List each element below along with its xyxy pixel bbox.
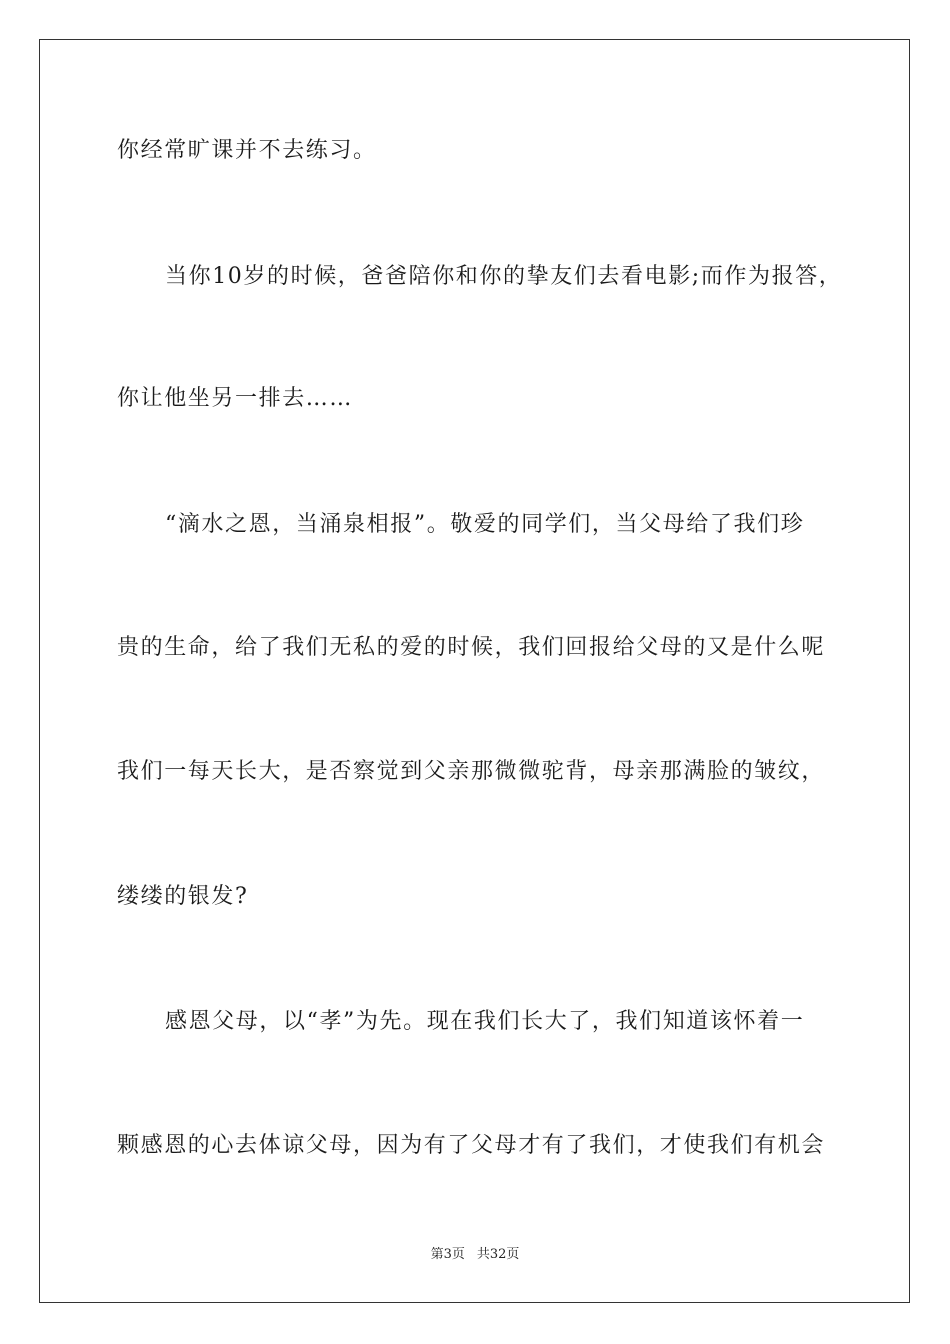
page-footer [0, 1247, 950, 1263]
text-line: 贵的生命，给了我们无私的爱的时候，我们回报给父母的又是什么呢 [117, 635, 826, 660]
text-line: 你经常旷课并不去练习。 [117, 138, 377, 163]
text-line: 当你10岁的时候，爸爸陪你和你的挚友们去看电影;而作为报答， [165, 264, 843, 289]
page-frame [39, 39, 910, 1303]
page-total: 共32页 [476, 1247, 520, 1262]
text-line: 我们一每天长大，是否察觉到父亲那微微驼背，母亲那满脸的皱纹， [117, 759, 826, 784]
text-line: 感恩父母，以“孝”为先。现在我们长大了，我们知道该怀着一 [165, 1009, 805, 1034]
text-line: 你让他坐另一排去…… [117, 386, 354, 411]
text-line: 颗感恩的心去体谅父母，因为有了父母才有了我们，才使我们有机会 [117, 1133, 826, 1158]
text-line: 缕缕的银发? [117, 884, 249, 909]
text-line: “滴水之恩，当涌泉相报”。敬爱的同学们，当父母给了我们珍 [165, 512, 805, 537]
page-number: 第3页 [430, 1247, 465, 1262]
